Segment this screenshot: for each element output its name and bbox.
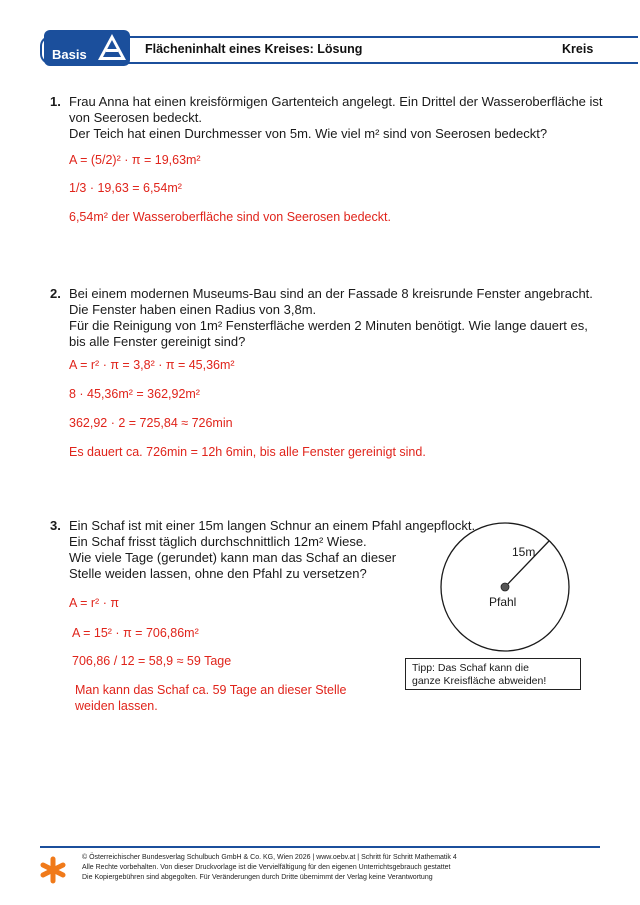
answer-line: Es dauert ca. 726min = 12h 6min, bis alle Fenster gereinigt sind. <box>69 445 426 459</box>
tip-line: ganze Kreisfläche abweiden! <box>412 675 547 687</box>
task-line: Die Fenster haben einen Radius von 3,8m. <box>69 302 317 317</box>
tip-box <box>405 658 581 690</box>
level-badge-label: Basis <box>52 47 87 62</box>
topic-label: Kreis <box>562 42 594 56</box>
task-line: Ein Schaf frisst täglich durchschnittlich 12m² Wiese. <box>69 534 367 549</box>
task-text <box>69 286 593 350</box>
task-text <box>69 518 475 582</box>
task-line: Für die Reinigung von 1m² Fensterfläche werden 2 Minuten benötigt. Wie lange dauert es, <box>69 318 588 333</box>
task-text <box>69 94 603 142</box>
answer-line: 706,86 / 12 = 58,9 ≈ 59 Tage <box>72 654 232 668</box>
task-line: Bei einem modernen Museums-Bau sind an der Fassade 8 kreisrunde Fenster angebracht. <box>69 286 593 301</box>
task-line: von Seerosen bedeckt. <box>69 110 202 125</box>
answer-line: 6,54m² der Wasseroberfläche sind von Seerosen bedeckt. <box>69 210 391 224</box>
answer-line: A = r² · π <box>69 596 119 610</box>
publisher-logo-icon <box>40 856 66 884</box>
page-title: Flächeninhalt eines Kreises: Lösung <box>145 42 363 56</box>
task-number: 1. <box>50 94 61 109</box>
radius-label: 15m <box>512 545 536 559</box>
footer-copyright <box>82 853 602 883</box>
tip-line: Tipp: Das Schaf kann die <box>412 662 529 674</box>
level-triangle-icon <box>96 32 128 62</box>
answer-line: Man kann das Schaf ca. 59 Tage an dieser Stelle <box>75 683 347 697</box>
task-number: 2. <box>50 286 61 301</box>
footer-line: Die Kopiergebühren sind abgegolten. Für Veränderungen durch Dritte übernimmt der Verlag keine Verantwortung <box>82 874 433 881</box>
footer-divider <box>40 846 600 848</box>
task-line: Wie viele Tage (gerundet) kann man das Schaf an dieser <box>69 550 397 565</box>
task-number: 3. <box>50 518 61 533</box>
circle-figure <box>430 516 580 656</box>
answer-line: 8 · 45,36m² = 362,92m² <box>69 387 200 401</box>
task-line: Frau Anna hat einen kreisförmigen Gartenteich angelegt. Ein Drittel der Wasseroberfläche ist <box>69 94 603 109</box>
footer-line: © Österreichischer Bundesverlag Schulbuch GmbH & Co. KG, Wien 2026 | www.oebv.at | Schritt für Schritt Mathematik 4 <box>82 854 457 861</box>
answer-line: A = (5/2)² · π = 19,63m² <box>69 153 201 167</box>
stake-label: Pfahl <box>489 595 517 609</box>
stake-point <box>501 583 509 591</box>
answer-line: A = r² · π = 3,8² · π = 45,36m² <box>69 358 235 372</box>
answer-line: weiden lassen. <box>75 699 158 713</box>
task-line: Stelle weiden lassen, ohne den Pfahl zu versetzen? <box>69 566 367 581</box>
footer-line: Alle Rechte vorbehalten. Von dieser Druckvorlage ist die Vervielfältigung für den eigenen Unterrichtsgebrauch gestattet <box>82 864 451 871</box>
task-line: bis alle Fenster gereinigt sind? <box>69 334 246 349</box>
answer-line: 362,92 · 2 = 725,84 ≈ 726min <box>69 416 233 430</box>
task-line: Der Teich hat einen Durchmesser von 5m. Wie viel m² sind von Seerosen bedeckt? <box>69 126 548 141</box>
answer-line: 1/3 · 19,63 = 6,54m² <box>69 181 182 195</box>
answer-line: A = 15² · π = 706,86m² <box>72 626 199 640</box>
task-line: Ein Schaf ist mit einer 15m langen Schnur an einem Pfahl angepflockt. <box>69 518 476 533</box>
